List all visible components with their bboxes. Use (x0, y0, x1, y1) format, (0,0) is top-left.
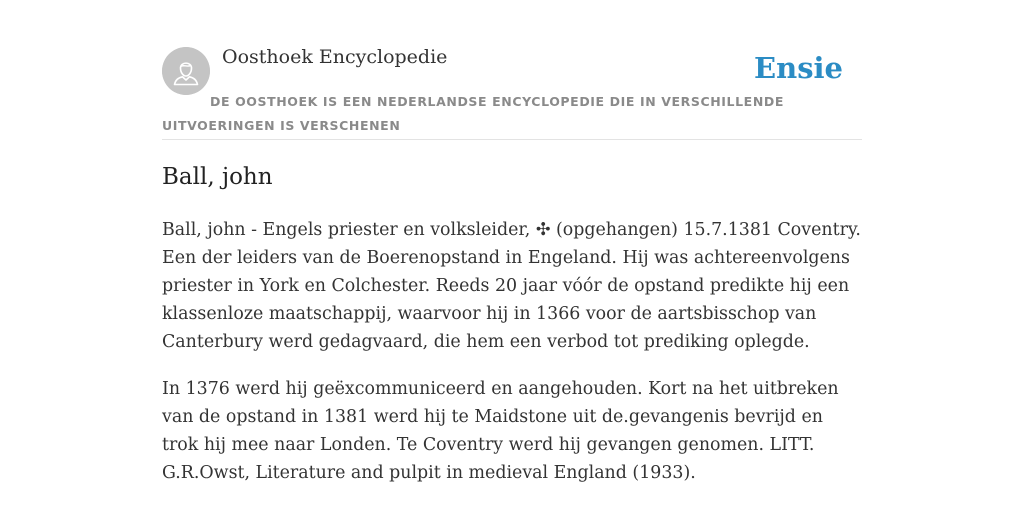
article-body (162, 216, 862, 506)
ensie-logo-link[interactable]: Ensie (754, 51, 843, 85)
site-header (162, 0, 862, 140)
avatar-graphic (162, 47, 210, 95)
article-paragraph: Ball, john - Engels priester en volksleider, ✣ (opgehangen) 15.7.1381 Coventry. Een der leiders van de Boerenopstand in Engeland. Hij was achtereenvolgens priester in York en Colchester. Reeds 20 jaar vóór de opstand predikte hij een klassenloze maatschappij, waarvoor hij in 1366 voor de aartsbisschop van Canterbury werd gedagvaard, die hem een verbod tot prediking oplegde. (162, 220, 861, 352)
article-paragraph: In 1376 werd hij geëxcommuniceerd en aangehouden. Kort na het uitbreken van de opstand in 1381 werd hij te Maidstone uit de.gevangenis bevrijd en trok hij mee naar Londen. Te Coventry werd hij gevangen genomen. LITT. G.R.Owst, Literature and pulpit in medieval England (1933). (162, 379, 839, 483)
site-tagline: DE OOSTHOEK IS EEN NEDERLANDSE ENCYCLOPEDIE DIE IN VERSCHILLENDE UITVOERINGEN IS VERSCHENEN (162, 94, 784, 133)
page-container (162, 0, 862, 483)
user-silhouette-icon[interactable] (162, 47, 210, 95)
site-title[interactable]: Oosthoek Encyclopedie (222, 46, 448, 68)
article-title: Ball, john (162, 164, 273, 190)
